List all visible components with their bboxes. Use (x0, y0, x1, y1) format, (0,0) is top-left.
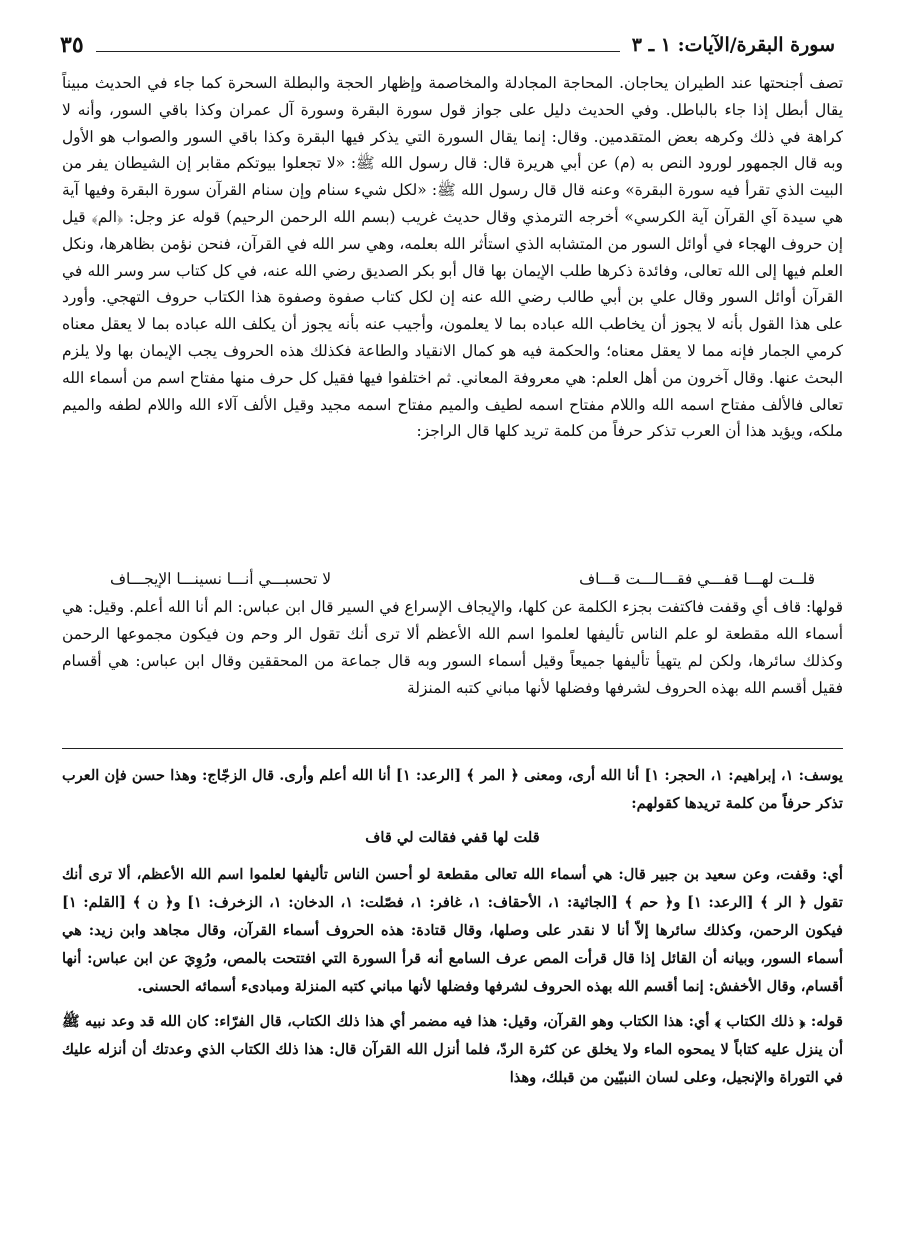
header-rule (96, 51, 620, 52)
main-paragraph: تصف أجنحتها عند الطيران يحاجان. المحاجة المجادلة والمخاصمة وإظهار الحجة والبطلة السحرة كما جاء في الحديث مبيناً يقال أبطل إذا جاء بالباطل. وفي الحديث دليل على جواز قول سورة البقرة وسورة آل عمران وكذا باقي السور، وأنه لا كراهة في ذلك وكرهه بعض المتقدمين. وقال: إنما يقال السورة التي يذكر فيها البقرة وكذا باقي السور والصواب هو الأول وبه قال الجمهور لورود النص به (م) عن أبي هريرة قال: قال رسول الله ﷺ: «لا تجعلوا بيوتكم مقابر إن الشيطان يفر من البيت الذي تقرأ فيه سورة البقرة» وعنه قال قال رسول الله ﷺ: «لكل شيء سنام وإن سنام القرآن سورة البقرة وفيها آية هي سيدة آي القرآن آية الكرسي» أخرجه الترمذي وقال حديث غريب (بسم الله الرحمن الرحيم) قوله عز وجل: ﴿الم﴾ قيل إن حروف الهجاء في أوائل السور من المتشابه الذي استأثر الله بعلمه، وهي سر الله في القرآن، فنحن نؤمن بظاهرها، ونكل العلم فيها إلى الله تعالى، وفائدة ذكرها طلب الإيمان بها قال أبو بكر الصديق رضي الله عنه، في كل كتاب سر وسر الله في القرآن أوائل السور وقال علي بن أبي طالب رضي الله عنه إن لكل كتاب صفوة وصفوة هذا الكتاب حروف التهجي. وأورد على هذا القول بأنه لا يجوز أن يخاطب الله عباده بما لا يعلمون، وأجيب عنه بأنه يجوز أن يكلف الله عباده بما لا يعقل معناه كرمي الجمار فإنه مما لا يعقل معناه؛ والحكمة فيه هو كمال الانقياد والطاعة فكذلك هذه الحروف يجب الإيمان بها ولا يلزم البحث عنها. وقال آخرون من أهل العلم: هي معروفة المعاني. ثم اختلفوا فيها فقيل كل حرف منها مفتاح اسم من أسماء الله تعالى فالألف مفتاح اسمه الله واللام مفتاح اسمه لطيف والميم مفتاح اسمه مجيد وقيل الألف آلاء الله واللام لطفه والميم ملكه، ويؤيد هذا أن العرب تذكر حرفاً من كلمة تريد كلها قال الراجز: (62, 74, 843, 441)
main-text (62, 70, 843, 445)
main-paragraph: قولها: قاف أي وقفت فاكتفت بجزء الكلمة عن كلها، والإيجاف الإسراع في السير قال ابن عباس: الم أنا الله أعلم. وقيل: هي أسماء الله مقطعة لو علم الناس تأليفها لعلموا اسم الله الأعظم ألا ترى أنك تقول الر وحم ون فيكون مجموعها الرحمن وكذلك سائرها، ولكن لم يتهيأ تأليفها جميعاً وقيل أسماء السور وبه قال جماعة من المحققين وقال ابن عباس: هي أقسام فقيل أقسم الله بهذه الحروف لشرفها وفضلها لأنها مباني كتبه المنزلة (62, 598, 843, 697)
surah-title: سورة البقرة/الآيات: ١ ـ ٣ (631, 34, 835, 56)
footnote-paragraph: يوسف: ١، إبراهيم: ١، الحجر: ١] أنا الله أرى، ومعنى ﴿ المر ﴾ [الرعد: ١] أنا الله أعلم وأرى. قال الزجّاج: وهذا حسن فإن العرب تذكر حرفاً من كلمة تريدها كقولهم: (62, 767, 843, 812)
page-number: ٣٥ (60, 32, 84, 58)
verse-second-hemistich: لا تحسبـــي أنـــا نسينـــا الإيجـــاف (110, 570, 332, 588)
footnote-verse: قلت لها قفي فقالت لي قاف (365, 828, 540, 846)
main-text-continued (62, 594, 843, 702)
footnotes-section (62, 762, 843, 1092)
running-header (60, 30, 835, 60)
footnote-paragraph: أي: وقفت، وعن سعيد بن جبير قال: هي أسماء الله تعالى مقطعة لو أحسن الناس تأليفها لعلموا اسم الله الأعظم، ألا ترى أنك تقول ﴿ الر ﴾ [الرعد: ١] و﴿ حم ﴾ [الجاثية: ١، الأحقاف: ١، غافر: ١، فصّلت: ١، الدخان: ١، الزخرف: ١] و﴿ ن ﴾ [القلم: ١] فيكون الرحمن، وكذلك سائرها إلاّ أنا لا نقدر على وصلها، وقال قتادة: هذه الحروف أسماء القرآن، وقال مجاهد وابن زيد: هي أسماء السور، وبيانه أن القائل إذا قال قرأت المص عرف السامع أنه قرأ السورة التي افتتحت بالمص، ورُوِيَ عن ابن عباس: أنها أقسام، وقال الأخفش: إنما أقسم الله بهذه الحروف لشرفها وفضلها لأنها مباني كتبه المنزلة ومبادىء أسمائه الحسنى. (62, 866, 843, 995)
footnote-paragraph: قوله: ﴿ ذلك الكتاب ﴾ أي: هذا الكتاب وهو القرآن، وقيل: هذا فيه مضمر أي هذا ذلك الكتاب، قال الفرّاء: كان الله قد وعد نبيه ﷺ أن ينزل عليه كتاباً لا يمحوه الماء ولا يخلق عن كثرة الردّ، فلما أنزل الله القرآن قال: هذا ذلك الكتاب الذي وعدتك أن أنزله عليك في التوراة والإنجيل، وعلى لسان النبيّين من قبلك، وهذا (62, 1013, 843, 1086)
verse-first-hemistich: قلــت لهـــا قفـــي فقـــالـــت قـــاف (579, 570, 815, 588)
footnote-divider (62, 748, 843, 749)
poetry-verse (110, 566, 815, 592)
